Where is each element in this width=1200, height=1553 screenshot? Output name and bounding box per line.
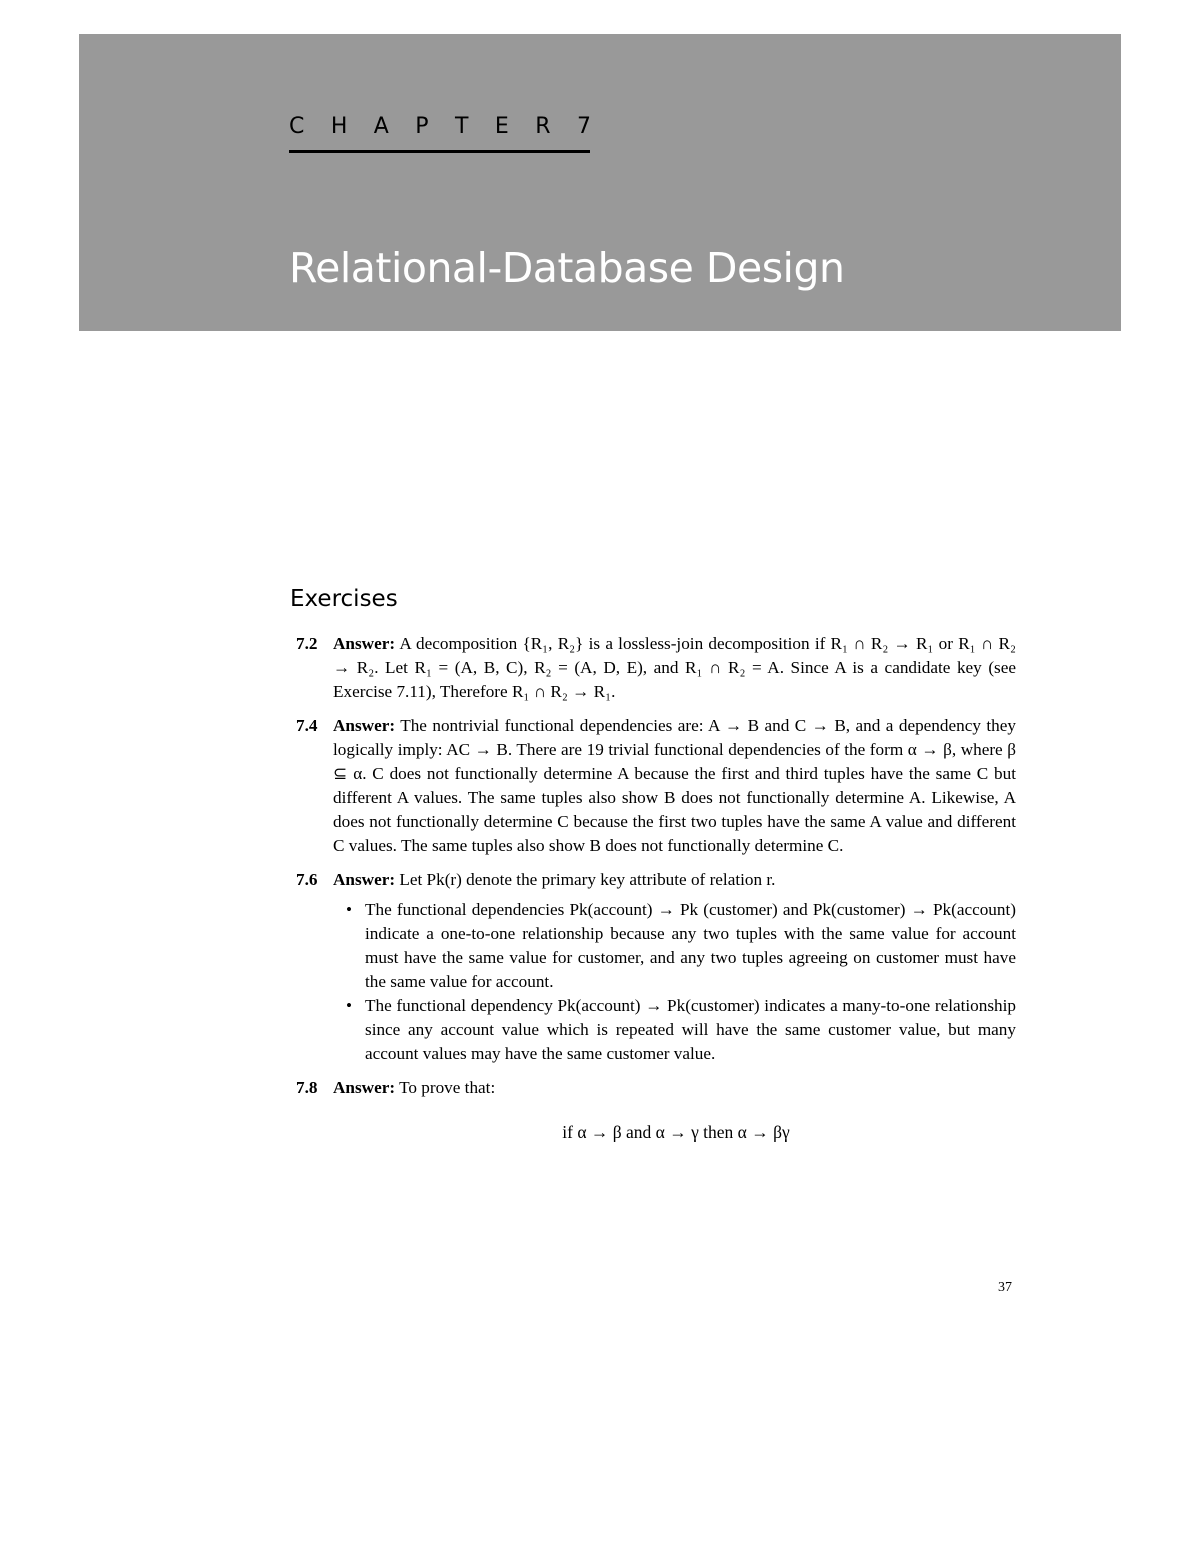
exercise-body — [333, 868, 1016, 1066]
chapter-letter: R — [535, 114, 551, 139]
answer-label: Answer: — [333, 634, 396, 653]
answer-label: Answer: — [333, 716, 396, 735]
chapter-letter: H — [330, 114, 348, 139]
bullet-item — [333, 994, 1016, 1066]
chapter-underline — [289, 150, 590, 153]
bullet-icon: • — [346, 996, 353, 1015]
answer-text: To prove that: — [399, 1078, 496, 1097]
chapter-title: Relational-Database Design — [289, 244, 845, 292]
exercise-list — [296, 632, 1016, 1144]
chapter-letter: P — [415, 114, 429, 139]
chapter-letter: C — [289, 114, 305, 139]
chapter-letter: E — [494, 114, 509, 139]
exercise-body — [333, 632, 1016, 704]
bullet-text: The functional dependency Pk(account) → Pk(customer) indicates a many-to-one relationship since any account value which is repeated will have the same customer value, but many account values may have the same customer value. — [365, 996, 1016, 1063]
exercise-7-2 — [296, 632, 1016, 704]
exercise-body — [333, 1076, 1016, 1100]
chapter-header-band — [79, 34, 1121, 331]
bullet-text: The functional dependencies Pk(account) → Pk (customer) and Pk(customer) → Pk(account) indicate a one-to-one relationship because any two tuples with the same value for account must have the same value for customer, and any two tuples agreeing on customer must have the same value for account. — [365, 900, 1016, 991]
answer-label: Answer: — [333, 870, 396, 889]
answer-text: A decomposition {R₁, R₂} is a lossless-join decomposition if R₁ ∩ R₂ → R₁ or R₁ ∩ R₂ → R₂. Let R₁ = (A, B, C), R₂ = (A, D, E), and R₁ ∩ R₂ = A. Since A is a candidate key (see Exercise 7.11), Therefore R₁ ∩ R₂ → R₁. — [333, 634, 1016, 701]
chapter-label — [289, 114, 591, 139]
bullet-icon: • — [346, 900, 353, 919]
bullet-list — [333, 898, 1016, 1066]
exercise-7-8 — [296, 1076, 1016, 1100]
exercise-number: 7.8 — [296, 1078, 318, 1097]
answer-text: The nontrivial functional dependencies are: A → B and C → B, and a dependency they logically imply: AC → B. There are 19 trivial functional dependencies of the form α → β, where β ⊆ α. C does not functionally determine A because the first and third tuples have the same C but different A values. The same tuples also show B does not functionally determine A. Likewise, A does not functionally determine C because the first two tuples have the same A value and different C values. The same tuples also show B does not functionally determine C. — [333, 716, 1016, 855]
answer-text: Let Pk(r) denote the primary key attribute of relation r. — [399, 870, 776, 889]
exercise-body — [333, 714, 1016, 858]
display-formula: if α → β and α → γ then α → βγ — [562, 1122, 790, 1142]
bullet-item — [333, 898, 1016, 994]
exercise-7-4 — [296, 714, 1016, 858]
chapter-number: 7 — [576, 114, 591, 139]
answer-label: Answer: — [333, 1078, 396, 1097]
exercise-number: 7.6 — [296, 870, 318, 889]
chapter-letter: A — [373, 114, 389, 139]
chapter-letter: T — [455, 114, 469, 139]
section-heading: Exercises — [290, 586, 398, 612]
exercise-7-6 — [296, 868, 1016, 1066]
page-number: 37 — [998, 1280, 1012, 1295]
exercise-number: 7.4 — [296, 716, 318, 735]
exercise-number: 7.2 — [296, 634, 318, 653]
